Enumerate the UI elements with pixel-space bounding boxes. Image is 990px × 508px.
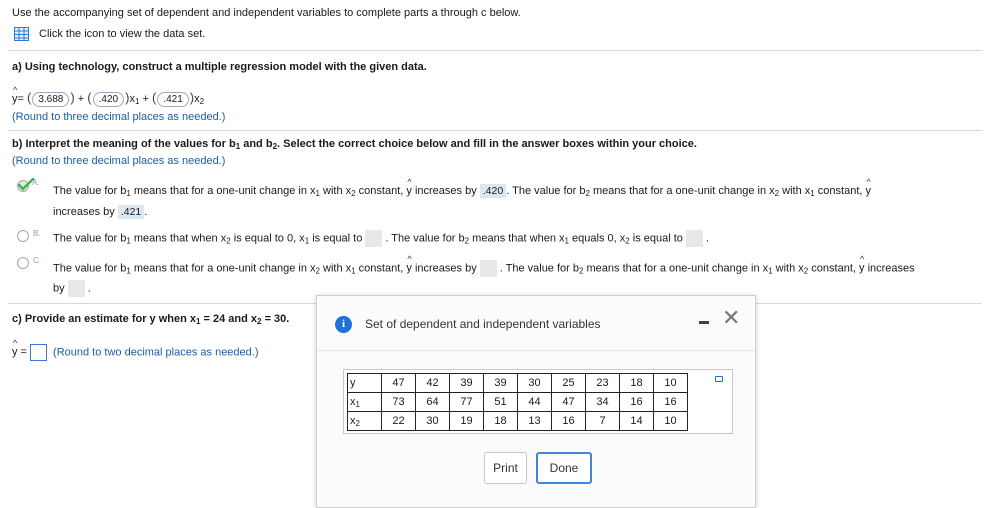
option-c-blank-1[interactable] <box>480 260 497 277</box>
table-cell: 22 <box>382 412 416 431</box>
b0-answer-box[interactable]: 3.688 <box>32 92 69 107</box>
option-c-blank-2[interactable] <box>68 280 85 297</box>
copy-data-icon[interactable] <box>715 376 723 382</box>
divider <box>8 130 982 131</box>
data-set-dialog <box>316 295 756 508</box>
table-cell: 44 <box>518 393 552 412</box>
table-cell: 30 <box>416 412 450 431</box>
info-icon: i <box>335 316 352 333</box>
option-c-text-line2: by . <box>53 280 91 297</box>
table-cell: 16 <box>620 393 654 412</box>
option-c-text[interactable]: The value for $b_1$ means that for a one-unit change in $x_2$ with $x_1$ constant, ^ y increases by . The value for $b_2$ means that for a one-unit change in $x_1$ with $x_2$ constant, ^ y increases <box>53 260 915 277</box>
table-cell: 23 <box>586 374 620 393</box>
table-cell: 39 <box>484 374 518 393</box>
table-cell: 30 <box>518 374 552 393</box>
regression-equation: ^ y= ( 3.688 ) + ( .420 )$x_1$ + ( .421 )$x_2$ <box>12 90 204 107</box>
table-cell: 34 <box>586 393 620 412</box>
minimize-button[interactable] <box>699 321 709 324</box>
data-row-x2 <box>348 412 688 431</box>
option-c-letter: C. <box>33 256 41 265</box>
data-table <box>347 373 688 431</box>
data-table-icon[interactable] <box>14 27 29 41</box>
option-a-b1-fill[interactable]: .420 <box>480 184 506 198</box>
data-table-container <box>343 369 733 434</box>
option-b-blank-1[interactable] <box>365 230 382 247</box>
option-b-blank-2[interactable] <box>686 230 703 247</box>
part-b-hint: (Round to three decimal places as needed.) <box>12 155 226 167</box>
table-cell: 10 <box>654 374 688 393</box>
table-cell: 47 <box>552 393 586 412</box>
data-row-y <box>348 374 688 393</box>
table-cell: 42 <box>416 374 450 393</box>
table-cell: 18 <box>620 374 654 393</box>
table-cell: 16 <box>654 393 688 412</box>
table-cell: 13 <box>518 412 552 431</box>
table-cell: 16 <box>552 412 586 431</box>
table-cell: 77 <box>450 393 484 412</box>
b2-answer-box[interactable]: .421 <box>157 92 188 107</box>
table-cell: 18 <box>484 412 518 431</box>
part-a-hint: (Round to three decimal places as needed.) <box>12 111 226 123</box>
table-cell: 47 <box>382 374 416 393</box>
table-cell: 10 <box>654 412 688 431</box>
table-cell: 73 <box>382 393 416 412</box>
table-cell: 39 <box>450 374 484 393</box>
row-label: $x_2$ <box>348 412 382 431</box>
y-hat-label: ^ y = <box>12 346 27 358</box>
estimate-input[interactable] <box>30 344 47 361</box>
table-cell: 64 <box>416 393 450 412</box>
row-label: $x_1$ <box>348 393 382 412</box>
table-cell: 7 <box>586 412 620 431</box>
part-b-question: b) Interpret the meaning of the values for $b_1$ and $b_2$. Select the correct choice below and fill in the answer boxes within your choice. <box>12 138 697 151</box>
option-b-radio[interactable] <box>17 230 29 242</box>
b1-answer-box[interactable]: .420 <box>93 92 124 107</box>
table-cell: 51 <box>484 393 518 412</box>
option-b-text[interactable]: The value for $b_1$ means that when $x_2$ is equal to 0, $x_1$ is equal to . The value for $b_2$ means that when $x_1$ equals 0, $x_2$ is equal to . <box>53 230 709 247</box>
part-c-question: c) Provide an estimate for y when $x_1 = 24$ and $x_2 = 30$. <box>12 313 290 326</box>
table-cell: 14 <box>620 412 654 431</box>
option-a-text[interactable]: The value for $b_1$ means that for a one-unit change in $x_1$ with $x_2$ constant, ^ y increases by .420 . The value for $b_2$ means that for a one-unit change in $x_2$ with $x_1$ constant, ^ y <box>53 184 871 198</box>
close-icon[interactable]: ✕ <box>722 306 741 331</box>
dialog-title: Set of dependent and independent variables <box>365 317 601 331</box>
option-b-letter: B. <box>33 229 41 238</box>
option-c-radio[interactable] <box>17 257 29 269</box>
instruction-text: Use the accompanying set of dependent and independent variables to complete parts a through c below. <box>12 7 521 19</box>
print-button[interactable]: Print <box>484 452 527 484</box>
part-a-question: a) Using technology, construct a multiple regression model with the given data. <box>12 61 427 73</box>
divider <box>8 50 982 51</box>
option-a-letter: A. <box>32 178 40 187</box>
dialog-header <box>317 296 755 351</box>
data-link[interactable]: Click the icon to view the data set. <box>39 28 206 40</box>
option-a-text-line2: increases by .421 . <box>53 206 148 218</box>
table-cell: 19 <box>450 412 484 431</box>
row-label: y <box>348 374 382 393</box>
part-c-hint: (Round to two decimal places as needed.) <box>53 346 259 359</box>
part-c-answer-row <box>12 344 259 361</box>
data-row-x1 <box>348 393 688 412</box>
table-cell: 25 <box>552 374 586 393</box>
option-a-b2-fill[interactable]: .421 <box>118 205 144 219</box>
done-button[interactable]: Done <box>536 452 592 484</box>
